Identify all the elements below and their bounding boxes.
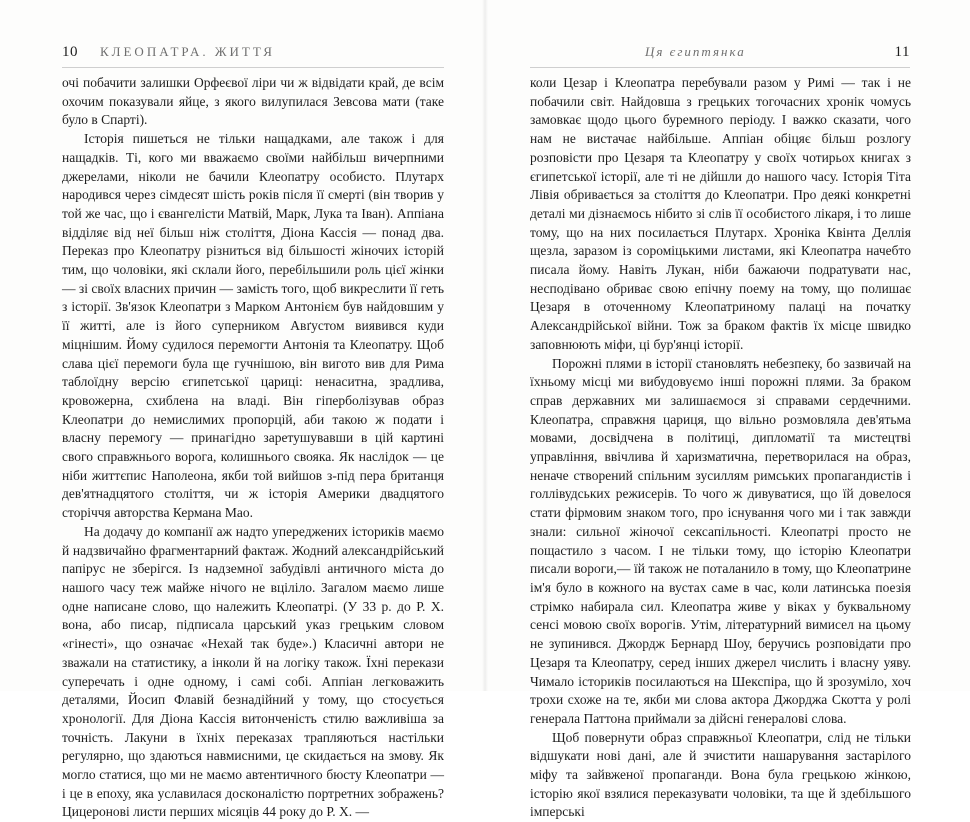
left-paragraph-2: Історія пишеться не тільки нащадками, але також і для нащадків. Ті, кого ми вважаємо своїми найбільш вичерпними джерелами, ніколи не бачили Клеопатру особисто. Плутарх народився через сімдесят шість років після її смерті (він творив у той же час, що і євангелісти Матвій, Марк, Лука та Іван). Аппіана відділяє від неї більш ніж століття, Діона Кассія — понад два. Переказ про Клеопатру різниться від більшості жіночих історій тим, що чоловіки, які склали його, перебільшили роль цієї жінки — зі своїх власних причин — замість того, щоб викреслити її геть з історії. Зв'язок Клеопатри з Марком Антонієм був найдовшим у її житті, але із його суперником Авґустом виявився куди міцнішим. Йому судилося перемогти Антонія та Клеопатру. Щоб слава цієї перемоги була ще гучнішою, він вигото вив для Рима таблоїдну версію єгипетської цариці: ненаситна, зрадлива, кровожерна, схиблена на владі. Він гіперболізував образ Клеопатри до немислимих пропорцій, аби такою ж подати і власну перемогу — принагідно заретушувавши в цій картині свого справжнього ворога, колишнього свояка. Як наслідок — це ніби життєпис Наполеона, якби той вийшов з-під пера британця дев'ятнадцятого століття, чи ж історія Америки двадцятого сторіччя авторства Кермана Мао. (62, 131, 444, 521)
left-paragraph-3: На додачу до компанії аж надто упереджених істориків маємо й надзвичайно фрагментарний фактаж. Жодний александрійський папірус не зберігся. Із надземної забудівлі античного міста до нашого часу теж майже нічого не вціліло. Загалом маємо лише одне написане слово, що належить Клеопатрі. (У 33 р. до Р. Х. вона, або писар, підписала царський указ грецьким словом «гінесті», що означає «Нехай так буде».) Класичні автори не зважали на статистику, а інколи й на логіку також. Їхні перекази суперечать і одне одному, і самі собі. Аппіан легковажить деталями, Йосип Флавій безнадійний у тому, що стосується хронології. Для Діона Кассія витонченість стилю важливіша за точність. Лакуни в їхніх переказах трапляються настільки регулярно, що здаються навмисними, це скидається на змову. Як могло статися, що ми не маємо автентичного бюсту Клеопатри — і це в епоху, яка уславилася досконалістю портретних зображень? Цицеронові листи перших місяців 44 року до Р. Х. — (62, 523, 444, 820)
left-page-text (62, 74, 444, 822)
right-page-text (530, 74, 911, 822)
right-page-number: 11 (894, 44, 910, 60)
left-header-rule (62, 67, 444, 68)
right-running-head (530, 44, 910, 64)
right-header-rule (530, 67, 910, 68)
left-running-head (62, 44, 444, 64)
right-paragraph-2: Порожні плями в історії становлять небезпеку, бо зазвичай на їхньому місці ми вибудовуємо інші порожні плями. За браком справ державних ми залишаємося зі справами сердечними. Клеопатра, справжня цариця, що вільно розмовляла дев'ятьма мовами, досвідчена в політиці, дипломатії та мистецтві управління, ввічлива й харизматична, перетворилася на образ, неначе створений спільним зусиллям римських пропагандистів і голлівудських режисерів. То чого ж дивуватися, що їй довелося стати фірмовим знаком того, про існування чого ми і так завжди знали: сильної жіночої сексапільності. Клеопатрі просто не пощастило з часом. І не тільки тому, що історію Клеопатри писали вороги,— їй також не поталанило в тому, що Клеопатрине ім'я було в кожного на вустах саме в час, коли латинська поезія стрімко набирала сил. Клеопатра живе у віках у буквальному сенсі мовою своїх ворогів. Утім, літературний вимисел на цьому не зупинився. Джордж Бернард Шоу, беручись розповідати про Цезаря та Клеопатру, серед інших джерел числить і власну уяву. Чимало істориків посилаються на Шекспіра, що й зрозуміло, хоч трохи схоже на те, якби ми слова актора Джорджа Скотта у ролі генерала Паттона приймали за дійсні генералові слова. (530, 355, 911, 726)
left-paragraph-1: очі побачити залишки Орфеєвої ліри чи ж відвідати край, де всім охочим показували яйце, з якого вилупилася Зевсова мати (таке було в Спарті). (62, 75, 444, 128)
right-paragraph-1: коли Цезар і Клеопатра перебували разом у Римі — так і не побачили світ. Найдовша з грецьких тогочасних хронік чомусь замовкає щодо цього буремного періоду. І важко сказати, чого нам не вистачає найбільше. Аппіан обіцяє більш розлогу розповісти про Цезаря та Клеопатру у своїх чотирьох книгах з єгипетської історії, але ті не дійшли до нашого часу. Історія Тіта Лівія обривається за століття до Клеопатри. Про деякі конкретні деталі ми дізнаємось нібито зі слів її особистого лікаря, і то лише тому, що на них посилається Плутарх. Хроніка Квінта Деллія щезла, заразом із сороміцькими листами, які Клеопатра начебто писала йому. Навіть Лукан, ніби бажаючи подратувати нас, несподівано обриває свою епічну поему на тому, що полишає Цезаря в оточенному Клеопатриному палаці на початку Александрійської війни. Тож за браком фактів їх місце швидко заповнюють міфи, ці бур'янці історії. (530, 75, 911, 352)
left-page-number: 10 (62, 44, 78, 60)
left-page (0, 0, 485, 820)
right-page (485, 0, 970, 820)
left-running-head-title: КЛЕОПАТРА. ЖИТТЯ (100, 44, 275, 59)
right-running-head-title: Ця єгиптянка (645, 44, 746, 59)
right-paragraph-3: Щоб повернути образ справжньої Клеопатри, слід не тільки відшукати нові дані, але й зчистити нашарування застарілого міфу та зайвженої пропаганди. Вона була грецькою жінкою, історію якої взялися переказувати чоловіки, та ще й здебільшого імперські (530, 729, 911, 820)
